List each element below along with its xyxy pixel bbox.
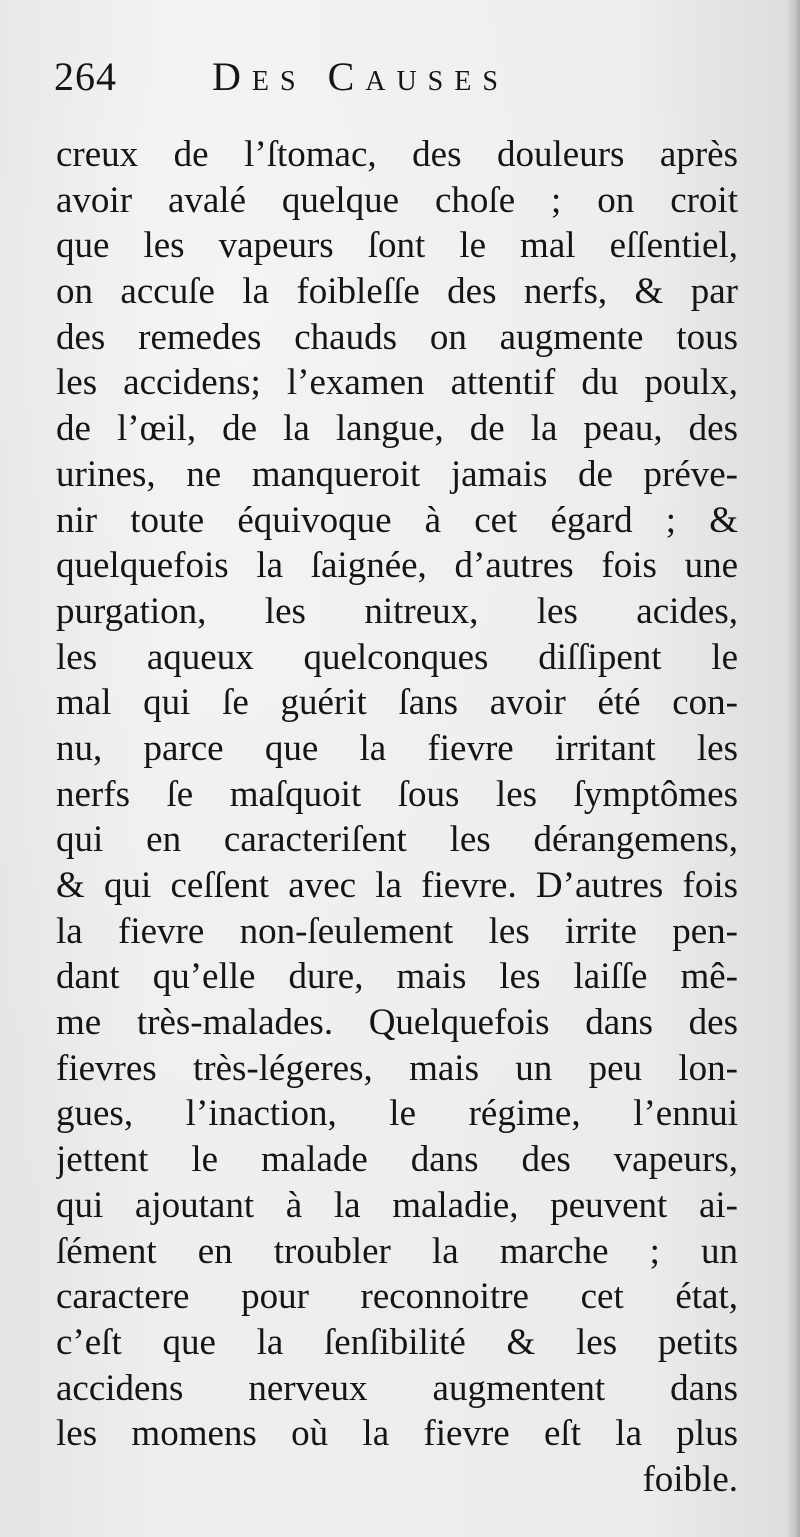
text-line: caractere pour reconnoitre cet état, bbox=[56, 1276, 738, 1318]
text-line: les momens où la fievre eſt la plus bbox=[56, 1413, 738, 1455]
text-line: c’eſt que la ſenſibilité & les petits bbox=[56, 1321, 738, 1363]
text-line: & qui ceſſent avec la fievre. D’autres fois bbox=[56, 865, 738, 906]
text-line: fievres très-légeres, mais un peu lon- bbox=[56, 1047, 738, 1089]
text-line: les aqueux quelconques diſſipent le bbox=[56, 636, 738, 678]
text-line: quelquefois la ſaignée, d’autres fois une bbox=[56, 545, 738, 587]
text-line: nu, parce que la fievre irritant les bbox=[56, 727, 738, 769]
text-line: purgation, les nitreux, les acides, bbox=[56, 590, 738, 632]
text-line: ſément en troubler la marche ; un bbox=[56, 1230, 738, 1272]
text-line: qui en caracteriſent les dérangemens, bbox=[56, 819, 738, 861]
text-line: dant qu’elle dure, mais les laiſſe mê- bbox=[56, 956, 738, 998]
text-line: jettent le malade dans des vapeurs, bbox=[56, 1139, 738, 1181]
page-edge-shadow bbox=[786, 0, 800, 1537]
text-line: accidens nerveux augmentent dans bbox=[56, 1367, 738, 1409]
text-line: mal qui ſe guérit ſans avoir été con- bbox=[56, 682, 738, 724]
text-line: creux de l’ſtomac, des douleurs après bbox=[56, 134, 738, 175]
text-line: qui ajoutant à la maladie, peuvent ai- bbox=[56, 1184, 738, 1226]
text-line: urines, ne manqueroit jamais de préve- bbox=[56, 453, 738, 495]
body-text bbox=[56, 132, 738, 1503]
text-line: nir toute équivoque à cet égard ; & bbox=[56, 499, 738, 541]
text-line: de l’œil, de la langue, de la peau, des bbox=[56, 408, 738, 450]
text-line: que les vapeurs ſont le mal eſſentiel, bbox=[56, 225, 738, 267]
text-line: nerfs ſe maſquoit ſous les ſymptômes bbox=[56, 773, 738, 815]
page-number: 264 bbox=[54, 54, 117, 99]
text-line: foible. bbox=[642, 1458, 738, 1500]
text-line: la fievre non-ſeulement les irrite pen- bbox=[56, 910, 738, 952]
text-line: on accuſe la foibleſſe des nerfs, & par bbox=[56, 271, 738, 313]
text-line: me très-malades. Quelquefois dans des bbox=[56, 1002, 738, 1044]
text-line: les accidens; l’examen attentif du poulx, bbox=[56, 362, 738, 404]
running-head: Des Causes bbox=[212, 54, 509, 99]
text-line: gues, l’inaction, le régime, l’ennui bbox=[56, 1093, 738, 1135]
text-line: des remedes chauds on augmente tous bbox=[56, 316, 738, 358]
page-header bbox=[54, 52, 754, 102]
text-line: avoir avalé quelque choſe ; on croit bbox=[56, 179, 738, 221]
